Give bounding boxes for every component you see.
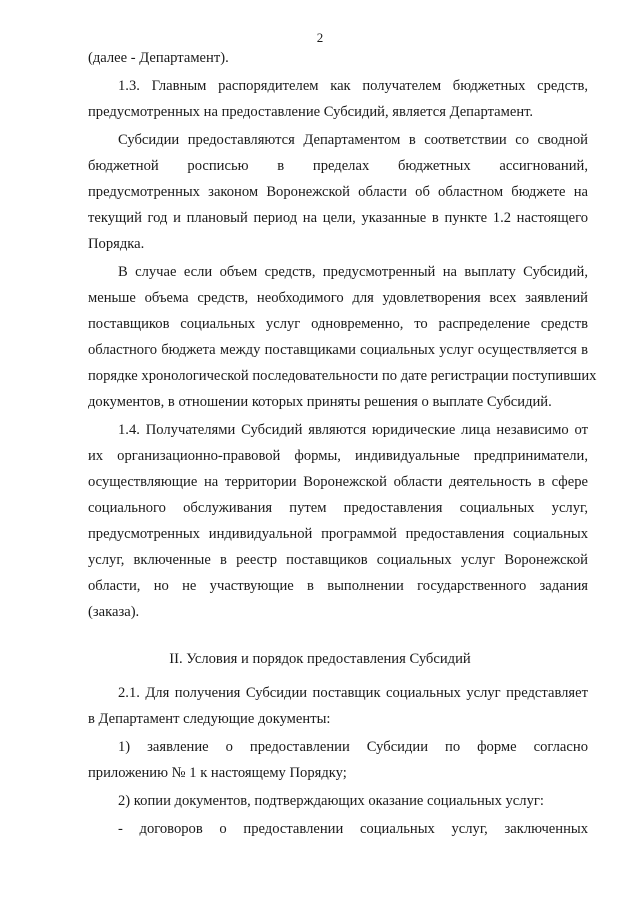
text-line: документов, в отношении которых приняты решения о выплате Субсидий. xyxy=(88,394,552,410)
text-line: области, но не участвующие в выполнении государственного задания xyxy=(88,578,588,594)
text-line: - договоров о предоставлении социальных услуг, заключенных xyxy=(118,821,588,837)
text-line: предусмотренных законом Воронежской области об областном бюджете на xyxy=(88,184,588,200)
page-number: 2 xyxy=(316,30,324,45)
text-line: областного бюджета между поставщиками социальных услуг осуществляется в xyxy=(88,342,588,358)
text-line: 1.3. Главным распорядителем как получателем бюджетных средств, xyxy=(118,78,588,94)
text-line: (далее - Департамент). xyxy=(88,50,229,66)
text-line: их организационно-правовой формы, индивидуальные предприниматели, xyxy=(88,448,588,464)
text-line: предусмотренных индивидуальной программой предоставления социальных xyxy=(88,526,588,542)
text-line: приложению № 1 к настоящему Порядку; xyxy=(88,765,347,781)
text-line: социального обслуживания путем предоставления социальных услуг, xyxy=(88,500,588,516)
text-line: меньше объема средств, необходимого для удовлетворения всех заявлений xyxy=(88,290,588,306)
text-line: бюджетной росписью в пределах бюджетных ассигнований, xyxy=(88,158,588,174)
text-line: 1) заявление о предоставлении Субсидии по форме согласно xyxy=(118,739,588,755)
text-line: 2) копии документов, подтверждающих оказание социальных услуг: xyxy=(118,793,544,809)
text-line: услуг, включенные в реестр поставщиков социальных услуг Воронежской xyxy=(88,552,588,568)
text-line: В случае если объем средств, предусмотренный на выплату Субсидий, xyxy=(118,264,588,280)
text-line: поставщиков социальных услуг одновременно, то распределение средств xyxy=(88,316,588,332)
section-heading: II. Условия и порядок предоставления Субсидий xyxy=(169,651,471,667)
text-line: порядке хронологической последовательности по дате регистрации поступивших xyxy=(88,368,597,384)
text-line: Субсидии предоставляются Департаментом в соответствии со сводной xyxy=(118,132,588,148)
text-line: Порядка. xyxy=(88,236,145,252)
text-line: 2.1. Для получения Субсидии поставщик социальных услуг представляет xyxy=(118,685,588,701)
text-line: осуществляющие на территории Воронежской области деятельность в сфере xyxy=(88,474,588,490)
text-line: предусмотренных на предоставление Субсидий, является Департамент. xyxy=(88,104,534,120)
text-line: текущий год и плановый период на цели, указанные в пункте 1.2 настоящего xyxy=(88,210,588,226)
text-line: (заказа). xyxy=(88,604,140,620)
text-line: 1.4. Получателями Субсидий являются юридические лица независимо от xyxy=(118,422,588,438)
text-line: в Департамент следующие документы: xyxy=(88,711,331,727)
